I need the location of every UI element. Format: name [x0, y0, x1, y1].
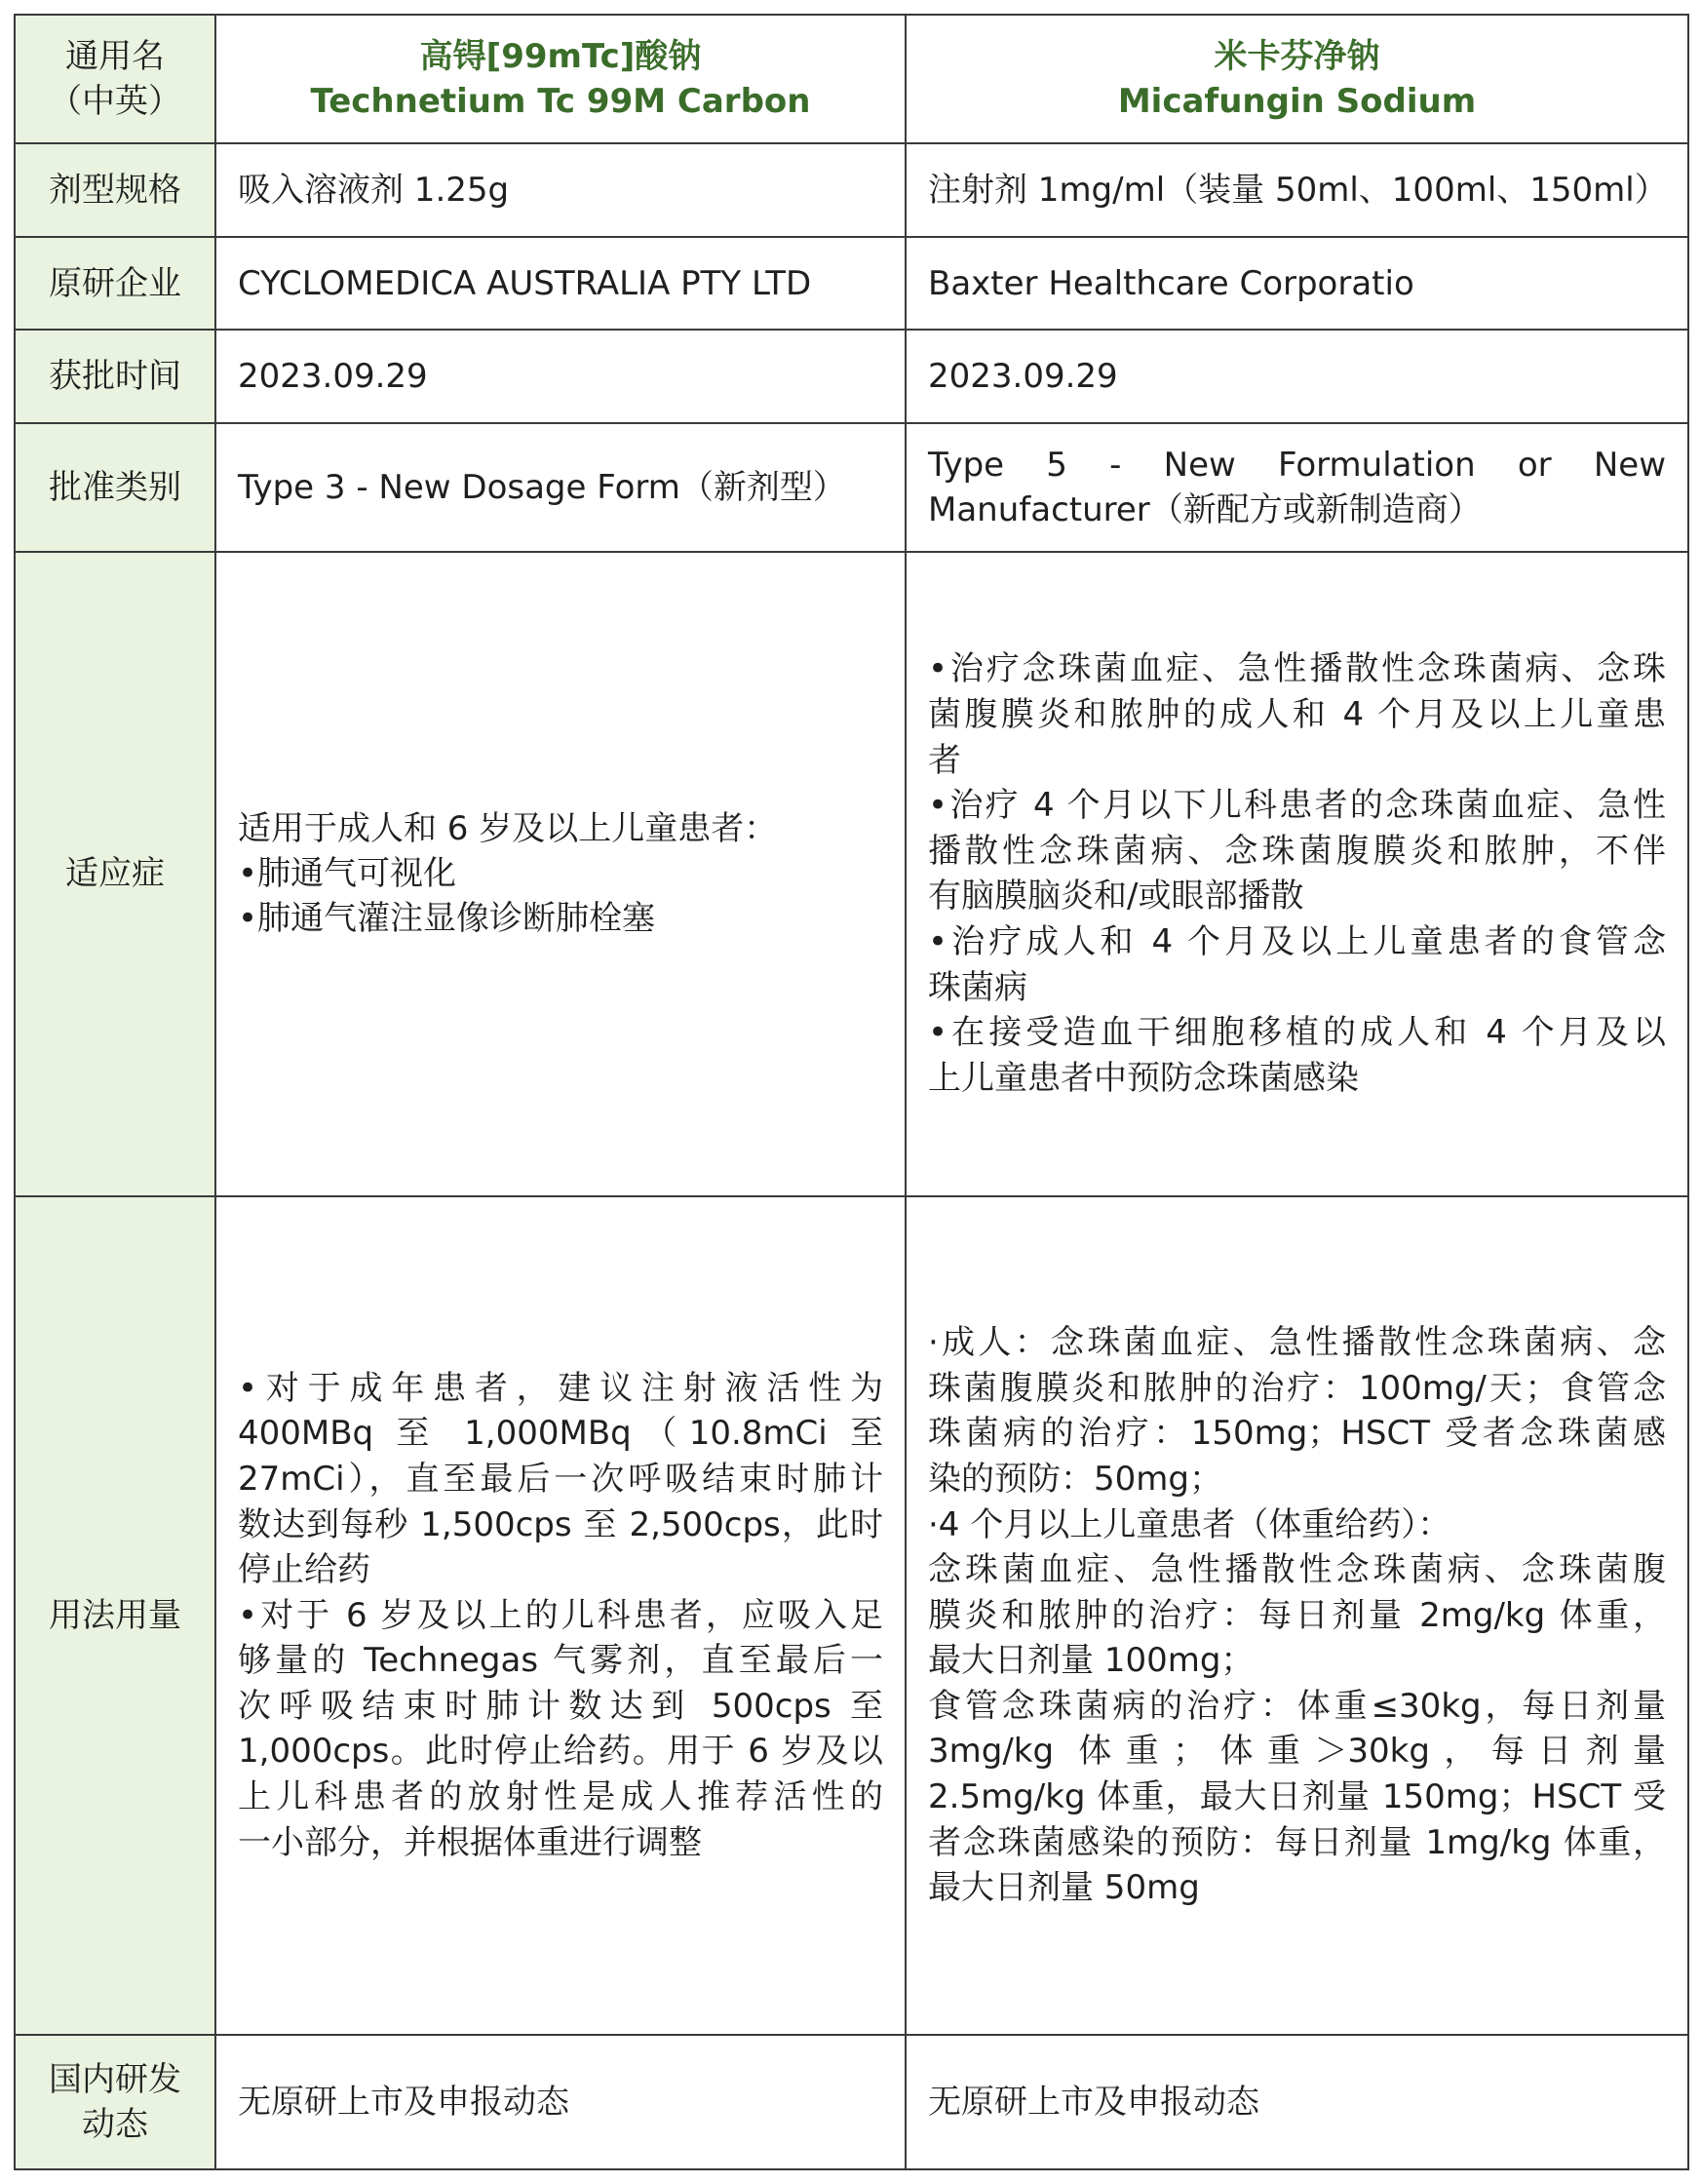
drug2-dosage-line: 食管念珠菌病的治疗：体重≤30kg，每日剂量: [928, 1686, 1666, 1726]
drug2-dosage-line: 最大日剂量 100mg；: [928, 1641, 1255, 1681]
drug2-dosage-line: 珠菌病的治疗：150mg；HSCT 受者念珠菌感: [928, 1414, 1666, 1454]
row-dosage-form: [15, 143, 1688, 237]
comparison-document: [14, 14, 1687, 2170]
drug1-indication-line: •肺通气可视化: [238, 854, 457, 894]
row-label: 原研企业: [15, 237, 215, 331]
drug1-dosage-line: 数达到每秒 1,500cps 至 2,500cps，此时: [238, 1504, 883, 1544]
drug2-dosage-line: 最大日剂量 50mg: [928, 1868, 1200, 1908]
drug2-indication-line: 播散性念珠菌病、念珠菌腹膜炎和脓肿，不伴: [928, 831, 1666, 871]
drug2-indication-line: 上儿童患者中预防念珠菌感染: [928, 1058, 1359, 1098]
drug2-indication-line: 珠菌病: [928, 967, 1027, 1007]
drug1-dosage-line: •对于 6 岁及以上的儿科患者，应吸入足: [238, 1595, 883, 1635]
row-label: 用法用量: [15, 1196, 215, 2035]
header-row: [15, 15, 1688, 143]
drug1-approval-type: Type 3 - New Dosage Form（新剂型）: [215, 423, 906, 552]
row-label: [15, 2035, 215, 2169]
drug2-approval-type-line-1: Type 5 - New Formulation or New: [928, 445, 1666, 485]
drug2-approval-date: 2023.09.29: [906, 330, 1688, 423]
drug2-indications: [906, 552, 1688, 1196]
drug2-dosage-line: ·成人：念珠菌血症、急性播散性念珠菌病、念: [928, 1323, 1666, 1363]
drug2-indication-line: •在接受造血干细胞移植的成人和 4 个月及以: [928, 1013, 1666, 1053]
drug1-approval-date: 2023.09.29: [215, 330, 906, 423]
drug1-originator: CYCLOMEDICA AUSTRALIA PTY LTD: [215, 237, 906, 331]
drug1-name-cell: [215, 15, 906, 143]
drug1-dosage-line: 上儿科患者的放射性是成人推荐活性的: [238, 1777, 883, 1817]
drug1-dosage-line: 400MBq 至 1,000MBq（10.8mCi 至: [238, 1414, 883, 1454]
drug2-indication-line: 者: [928, 740, 961, 780]
drug2-name-cell: [906, 15, 1688, 143]
drug-comparison-table: [14, 14, 1689, 2170]
drug1-dosage-line: •对于成年患者，建议注射液活性为: [238, 1368, 883, 1408]
row-domestic-status: [15, 2035, 1688, 2169]
drug1-dosage-line: 够量的 Technegas 气雾剂，直至最后一: [238, 1641, 883, 1681]
drug1-name-cn: 高锝[99mTc]酸钠: [419, 37, 702, 77]
drug2-indication-line: •治疗成人和 4 个月及以上儿童患者的食管念: [928, 922, 1666, 962]
drug1-dosage: [215, 1196, 906, 2035]
row-approval-type: [15, 423, 1688, 552]
row-indications: [15, 552, 1688, 1196]
row-originator: [15, 237, 1688, 331]
drug1-domestic-status: 无原研上市及申报动态: [215, 2035, 906, 2169]
drug2-dosage-line: 者念珠菌感染的预防：每日剂量 1mg/kg 体重，: [928, 1822, 1666, 1862]
drug2-approval-type-line-2: Manufacturer（新配方或新制造商）: [928, 489, 1482, 529]
row-approval-date: [15, 330, 1688, 423]
drug2-dosage: [906, 1196, 1688, 2035]
header-label-cell: [15, 15, 215, 143]
drug2-dosage-line: 念珠菌血症、急性播散性念珠菌病、念珠菌腹: [928, 1550, 1666, 1590]
drug2-indication-line: 菌腹膜炎和脓肿的成人和 4 个月及以上儿童患: [928, 695, 1666, 735]
header-label-line-1: 通用名: [65, 37, 165, 77]
row-label: 获批时间: [15, 330, 215, 423]
row-label: 适应症: [15, 552, 215, 1196]
drug2-dosage-line: 2.5mg/kg 体重，最大日剂量 150mg；HSCT 受: [928, 1777, 1666, 1817]
drug2-domestic-status: 无原研上市及申报动态: [906, 2035, 1688, 2169]
drug2-dosage-form: 注射剂 1mg/ml（装量 50ml、100ml、150ml）: [906, 143, 1688, 237]
header-label-line-2: （中英）: [49, 82, 181, 122]
row-label: 批准类别: [15, 423, 215, 552]
drug1-dosage-line: 27mCi），直至最后一次呼吸结束时肺计: [238, 1459, 883, 1499]
drug1-dosage-line: 1,000cps。此时停止给药。用于 6 岁及以: [238, 1732, 883, 1772]
drug2-name-cn: 米卡芬净钠: [1214, 37, 1380, 77]
drug1-indications: [215, 552, 906, 1196]
drug2-dosage-line: 3mg/kg 体重；体重＞30kg，每日剂量: [928, 1732, 1666, 1772]
drug1-indication-line: •肺通气灌注显像诊断肺栓塞: [238, 899, 656, 939]
drug2-approval-type: [906, 423, 1688, 552]
drug2-dosage-line: 珠菌腹膜炎和脓肿的治疗：100mg/天；食管念: [928, 1368, 1666, 1408]
drug1-name-en: Technetium Tc 99M Carbon: [310, 82, 811, 122]
drug2-indication-line: •治疗 4 个月以下儿科患者的念珠菌血症、急性: [928, 786, 1666, 826]
drug1-dosage-line: 一小部分，并根据体重进行调整: [238, 1822, 702, 1862]
drug2-originator: Baxter Healthcare Corporatio: [906, 237, 1688, 331]
drug2-indication-line: 有脑膜脑炎和/或眼部播散: [928, 877, 1304, 916]
domestic-label-line-2: 动态: [82, 2105, 148, 2145]
drug2-dosage-line: 膜炎和脓肿的治疗：每日剂量 2mg/kg 体重，: [928, 1595, 1666, 1635]
row-dosage: [15, 1196, 1688, 2035]
drug1-dosage-line: 次呼吸结束时肺计数达到 500cps 至: [238, 1686, 883, 1726]
drug2-indication-line: •治疗念珠菌血症、急性播散性念珠菌病、念珠: [928, 649, 1666, 689]
row-label: 剂型规格: [15, 143, 215, 237]
drug2-name-en: Micafungin Sodium: [1117, 82, 1477, 122]
drug1-dosage-line: 停止给药: [238, 1550, 370, 1590]
domestic-label-line-1: 国内研发: [49, 2060, 181, 2100]
drug2-dosage-line: ·4 个月以上儿童患者（体重给药）：: [928, 1504, 1451, 1544]
drug1-dosage-form: 吸入溶液剂 1.25g: [215, 143, 906, 237]
drug2-dosage-line: 染的预防：50mg；: [928, 1459, 1222, 1499]
drug1-indication-line: 适用于成人和 6 岁及以上儿童患者：: [238, 809, 778, 849]
